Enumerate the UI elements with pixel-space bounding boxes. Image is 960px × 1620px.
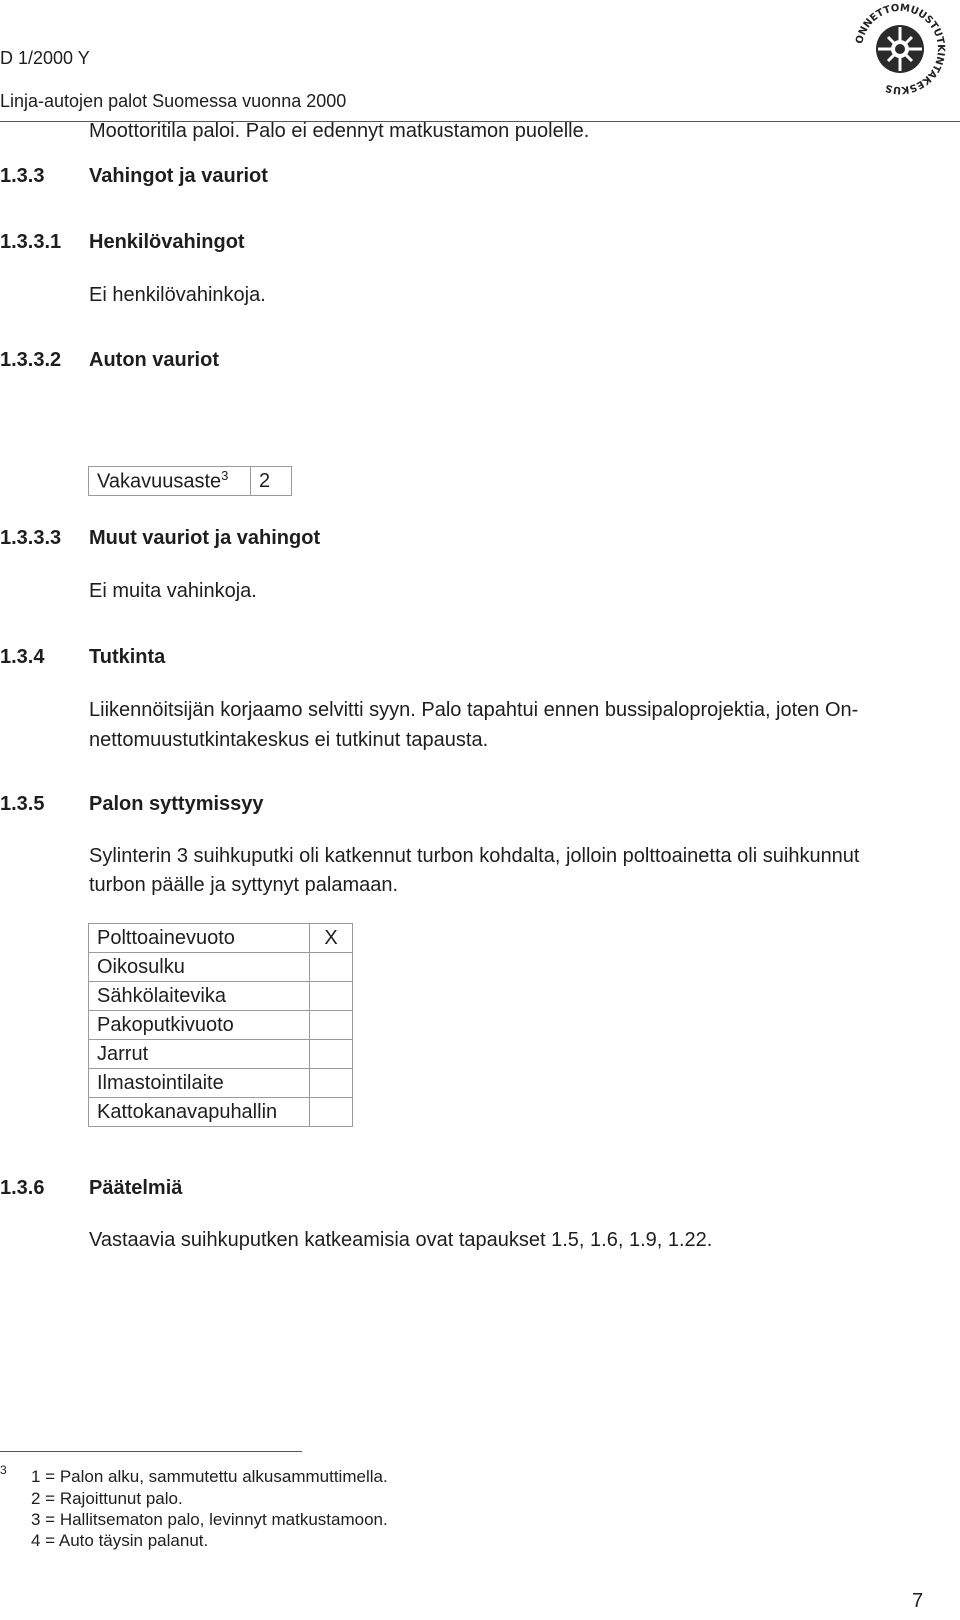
doc-title: Linja-autojen palot Suomessa vuonna 2000 [0, 91, 347, 111]
page-number: 7 [912, 1590, 924, 1612]
section-heading: Palon syttymissyy [89, 793, 264, 815]
section-number: 1.3.5 [0, 793, 45, 815]
severity-label-cell [89, 467, 251, 496]
table-row [89, 953, 353, 982]
cause-label: Pakoputkivuoto [89, 1011, 310, 1040]
table-row [89, 1069, 353, 1098]
section-heading: Tutkinta [89, 646, 166, 668]
cause-label: Jarrut [89, 1040, 310, 1069]
cause-mark [310, 1011, 353, 1040]
doc-id: D 1/2000 Y [0, 48, 90, 68]
logo-text: ONNETTOMUUSTUTKINTAKESKUS [854, 2, 947, 96]
cause-mark [310, 1069, 353, 1098]
section-text: Moottoritila paloi. Palo ei edennyt matkustamon puolelle. [89, 120, 590, 142]
section-number: 1.3.3.1 [0, 231, 62, 253]
section-number: 1.3.3.3 [0, 527, 62, 549]
section-text-line: nettomuustutkintakeskus ei tutkinut tapausta. [89, 729, 489, 751]
section-number: 1.3.3.2 [0, 349, 62, 371]
section-heading: Henkilövahingot [89, 231, 245, 253]
onnettomuustutkintakeskus-logo [840, 0, 960, 98]
section-heading: Muut vauriot ja vahingot [89, 527, 321, 549]
table-row [89, 924, 353, 953]
table-row [89, 1040, 353, 1069]
cause-mark [310, 1098, 353, 1127]
footnote-line: 3 = Hallitsematon palo, levinnyt matkustamoon. [31, 1510, 388, 1529]
severity-label: Vakavuusaste [97, 470, 222, 493]
cause-mark: X [310, 924, 353, 953]
cause-label: Sähkölaitevika [89, 982, 310, 1011]
table-row [89, 1098, 353, 1127]
section-number: 1.3.6 [0, 1177, 45, 1199]
cause-mark [310, 982, 353, 1011]
cause-mark [310, 953, 353, 982]
table-row [89, 982, 353, 1011]
footnote-line: 2 = Rajoittunut palo. [31, 1489, 183, 1508]
section-heading: Päätelmiä [89, 1177, 183, 1199]
section-text-line: turbon päälle ja syttynyt palamaan. [89, 874, 399, 896]
section-heading: Auton vauriot [89, 349, 219, 371]
footnote-marker: 3 [0, 1463, 7, 1477]
cause-label: Kattokanavapuhallin [89, 1098, 310, 1127]
fire-cause-table [88, 923, 353, 1127]
footnote-divider [0, 1451, 302, 1452]
table-row [89, 1011, 353, 1040]
section-text-line: Sylinterin 3 suihkuputki oli katkennut turbon kohdalta, jolloin polttoainetta oli suihkunnut [89, 845, 860, 867]
cause-label: Ilmastointilaite [89, 1069, 310, 1098]
cause-label: Polttoainevuoto [89, 924, 310, 953]
cause-mark [310, 1040, 353, 1069]
section-text: Ei muita vahinkoja. [89, 580, 257, 602]
section-text: Ei henkilövahinkoja. [89, 284, 266, 306]
section-number: 1.3.4 [0, 646, 45, 668]
severity-value: 2 [251, 467, 292, 496]
section-number: 1.3.3 [0, 165, 45, 187]
severity-table [88, 466, 292, 496]
footnote-line: 1 = Palon alku, sammutettu alkusammuttimella. [31, 1467, 388, 1486]
section-heading: Vahingot ja vauriot [89, 165, 268, 187]
section-text: Vastaavia suihkuputken katkeamisia ovat tapaukset 1.5, 1.6, 1.9, 1.22. [89, 1229, 713, 1251]
footnote-ref: 3 [221, 468, 229, 484]
section-text-line: Liikennöitsijän korjaamo selvitti syyn. Palo tapahtui ennen bussipaloprojektia, joten On- [89, 699, 859, 721]
cause-label: Oikosulku [89, 953, 310, 982]
footnote-line: 4 = Auto täysin palanut. [31, 1531, 209, 1550]
